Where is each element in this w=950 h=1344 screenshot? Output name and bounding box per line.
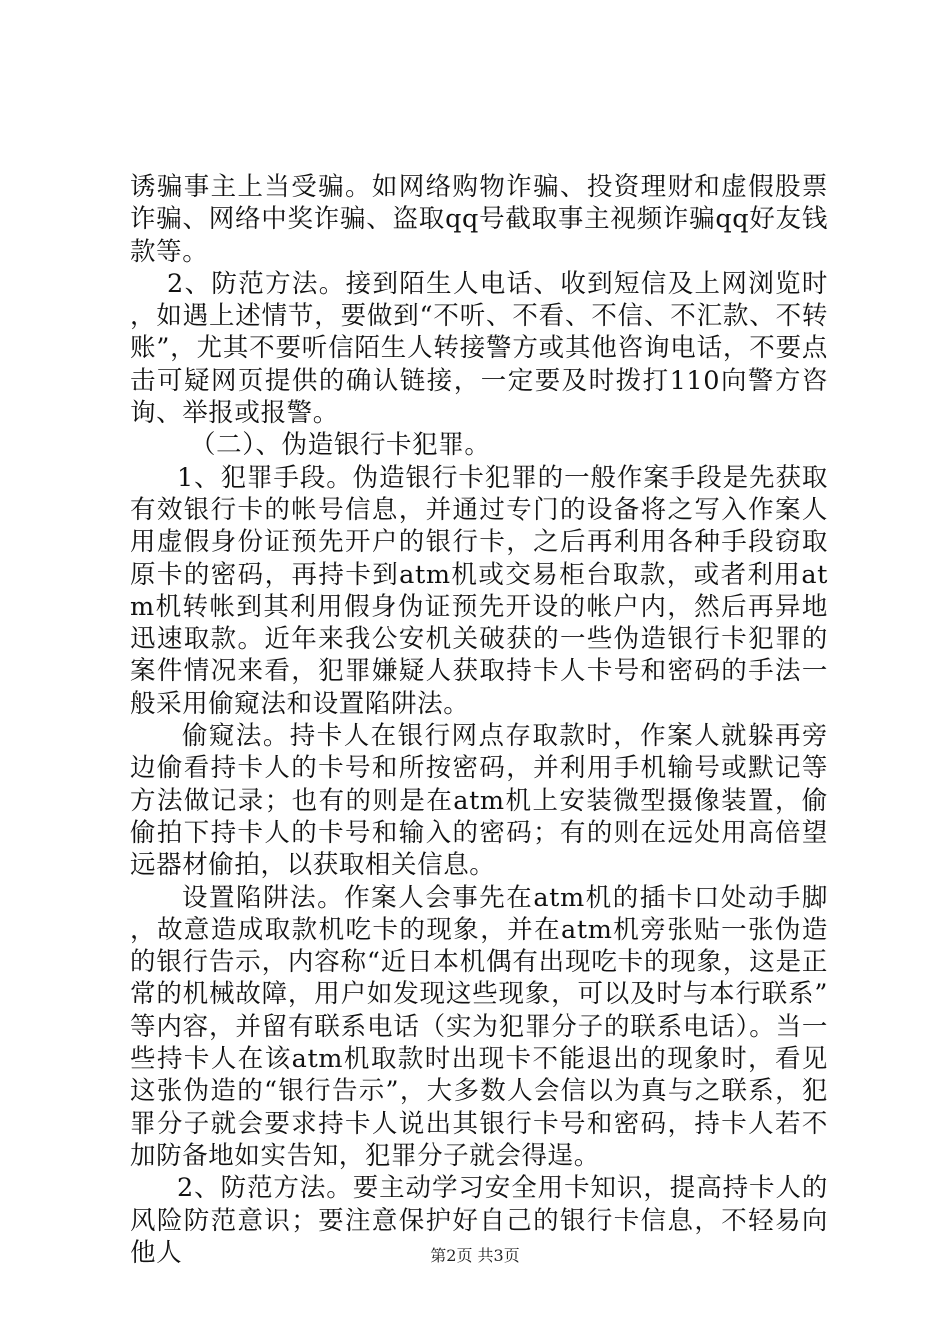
section-heading-fake-bank-card: （二）、伪造银行卡犯罪。 (190, 430, 491, 461)
paragraph-prevention-method-1: 2、防范方法。接到陌生人电话、收到短信及上网浏览时，如遇上述情节，要做到“不听、不看、不信、不汇款、不转账”，尤其不要听信陌生人转接警方或其他咨询电话，不要点击可疑网页提供的确认链接，一定要及时拨打110向警方咨询、举报或报警。 (130, 268, 828, 429)
paragraph-continuation: 诱骗事主上当受骗。如网络购物诈骗、投资理财和虚假股票诈骗、网络中奖诈骗、盗取qq号截取事主视频诈骗qq好友钱款等。 (130, 172, 828, 267)
paragraph-trap-method: 设置陷阱法。作案人会事先在atm机的插卡口处动手脚，故意造成取款机吃卡的现象，并在atm机旁张贴一张伪造的银行告示，内容称“近日本机偶有出现吃卡的现象，这是正常的机械故障，用户如发现这些现象，可以及时与本行联系”等内容，并留有联系电话（实为犯罪分子的联系电话）。当一些持卡人在该atm机取款时出现卡不能退出的现象时，看见这张伪造的“银行告示”，大多数人会信以为真与之联系，犯罪分子就会要求持卡人说出其银行卡号和密码，持卡人若不加防备地如实告知，犯罪分子就会得逞。 (130, 882, 828, 1171)
paragraph-peeping-method: 偷窥法。持卡人在银行网点存取款时，作案人就躲再旁边偷看持卡人的卡号和所按密码，并利用手机输号或默记等方法做记录；也有的则是在atm机上安装微型摄像装置，偷偷拍下持卡人的卡号和输入的密码；有的则在远处用高倍望远器材偷拍，以获取相关信息。 (130, 721, 828, 881)
paragraph-prevention-method-2: 2、防范方法。要主动学习安全用卡知识，提高持卡人的风险防范意识；要注意保护好自己的银行卡信息，不轻易向他人 (130, 1173, 828, 1268)
page-number-label: 第2页 共3页 (430, 1246, 520, 1265)
document-body (130, 171, 828, 1269)
paragraph-crime-method: 1、犯罪手段。伪造银行卡犯罪的一般作案手段是先获取有效银行卡的帐号信息，并通过专门的设备将之写入作案人用虚假身份证预先开户的银行卡，之后再利用各种手段窃取原卡的密码，再持卡到atm机或交易柜台取款，或者利用atm机转帐到其利用假身伪证预先开设的帐户内，然后再异地迅速取款。近年来我公安机关破获的一些伪造银行卡犯罪的案件情况来看，犯罪嫌疑人获取持卡人卡号和密码的手法一般采用偷窥法和设置陷阱法。 (130, 462, 828, 719)
page-footer (0, 1246, 950, 1266)
